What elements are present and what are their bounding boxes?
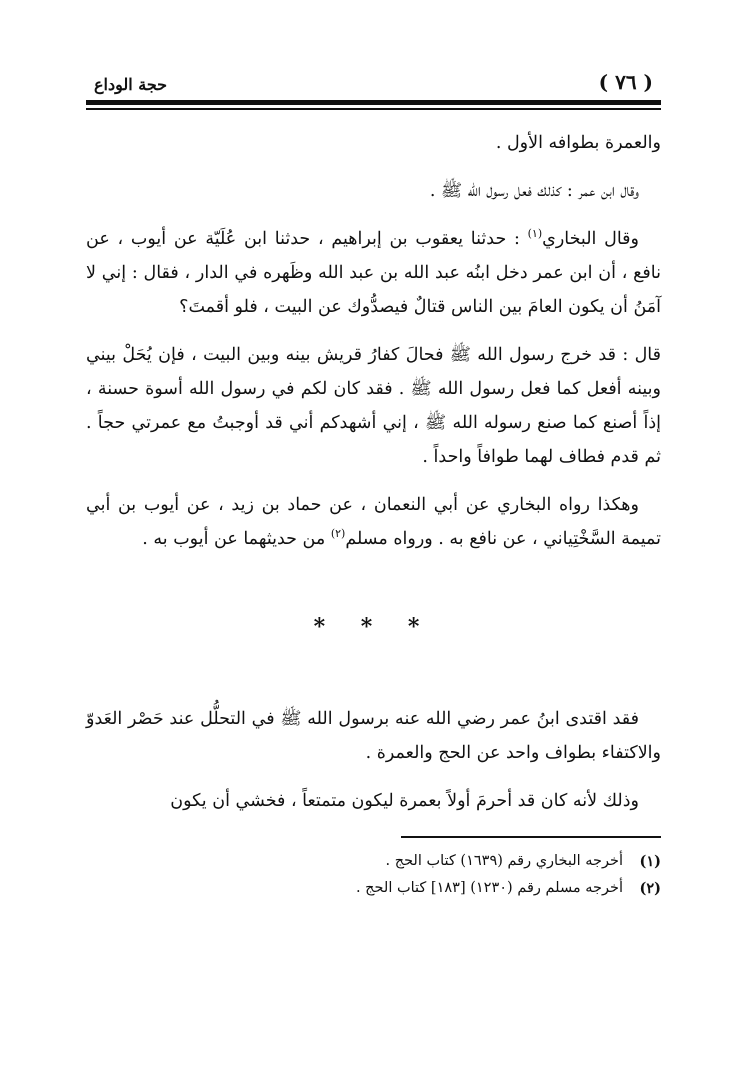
- paragraph-2: وقال ابن عمر : كذلك فعل رسول الله ﷺ .: [429, 181, 639, 201]
- paragraph-5-lead: وهكذا رواه البخاري عن أبي النعمان ، عن حماد بن زيد ، عن أيوب بن أبي تميمة السَّخْتِياني ، عن نافع به . ورواه مسلم: [86, 495, 661, 549]
- footnote-1-text: أخرجه البخاري رقم (١٦٣٩) كتاب الحج .: [385, 853, 623, 869]
- footnote-ref-1: (١): [527, 227, 543, 241]
- paragraph-1: والعمرة بطوافه الأول .: [495, 133, 661, 153]
- main-text: [86, 126, 661, 818]
- running-title: حجة الوداع: [94, 75, 168, 94]
- header-rule-thick: [86, 100, 661, 105]
- footnote-rule: [401, 836, 661, 838]
- footnote-ref-2: (٢): [330, 527, 346, 541]
- paragraph-5-rest: من حديثهما عن أيوب به .: [142, 529, 331, 549]
- footnote-2-text: أخرجه مسلم رقم (١٢٣٠) [١٨٣] كتاب الحج .: [355, 880, 623, 896]
- header-rule-thin: [86, 108, 661, 110]
- book-page: [86, 58, 661, 902]
- paragraph-3-lead: وقال البخاري: [542, 229, 639, 249]
- paragraph-3-rest: : حدثنا يعقوب بن إبراهيم ، حدثنا ابن عُلَيّة عن أيوب ، عن نافع ، أن ابن عمر دخل ابنُه عبد الله بن عبد الله وظَهره في الدار ، فقال : إني لا آمَنُ أن يكون العامَ بين الناس قتالٌ فيصدُّوك عن البيت ، فلو أقمتَ؟: [86, 229, 661, 317]
- paragraph-3: [86, 222, 661, 324]
- paragraph-6: فقد اقتدى ابنُ عمر رضي الله عنه برسول الله ﷺ في التحلُّل عند حَصْر العَدوّ والاكتفاء بطواف واحد عن الحج والعمرة .: [86, 709, 661, 763]
- paragraph-4: قال : قد خرج رسول الله ﷺ فحالَ كفارُ قريش بينه وبين البيت ، فإن يُحَلْ بيني وبينه أفعل كما فعل رسول الله ﷺ . فقد كان لكم في رسول الله أسوة حسنة ، إذاً أصنع كما صنع رسوله الله ﷺ ، إني أشهدكم أني قد أوجبتُ مع عمرتي حجاً . ثم قدم فطاف لهما طوافاً واحداً .: [86, 345, 661, 467]
- page-header: [86, 58, 661, 98]
- section-separator: * * *: [313, 614, 434, 640]
- footnote-1-number: (١): [639, 853, 661, 870]
- paragraph-5: [86, 488, 661, 556]
- footnotes: [86, 848, 661, 902]
- footnote-2: [86, 875, 661, 902]
- footnote-2-number: (٢): [639, 880, 661, 897]
- page-number: ( ٧٦ ): [598, 70, 653, 94]
- footnote-1: [86, 848, 661, 875]
- paragraph-7: وذلك لأنه كان قد أحرمَ أولاً بعمرة ليكون متمتعاً ، فخشي أن يكون: [170, 791, 639, 811]
